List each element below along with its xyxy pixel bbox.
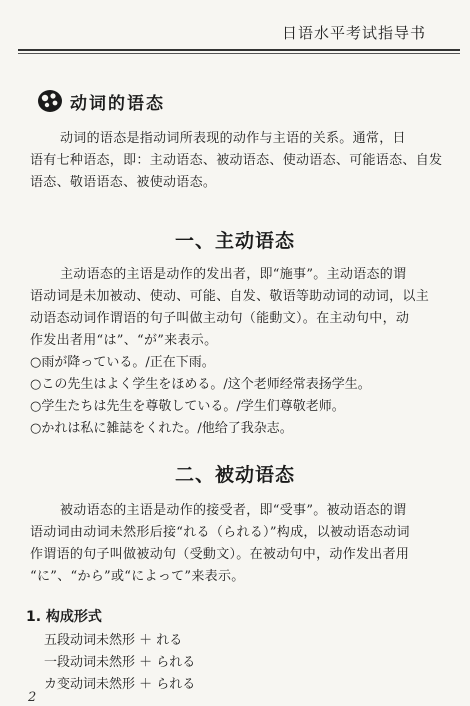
formation-rule: カ变动词未然形 ＋ られる xyxy=(44,677,196,692)
text-line: 被动语态的主语是动作的接受者，即“受事”。被动语态的谓 xyxy=(60,503,407,518)
header-rule-thin xyxy=(18,53,460,54)
text-line: 语动词由动词未然形后接“れる（られる）”构成，以被动语态动词 xyxy=(30,525,410,540)
section-heading xyxy=(36,88,165,114)
chapter-title-active-voice: 一、主动语态 xyxy=(174,230,295,252)
active-voice-examples xyxy=(30,352,460,440)
formation-rule: 五段动词未然形 ＋ れる xyxy=(44,633,183,648)
header-rule xyxy=(18,49,460,51)
page-number: 2 xyxy=(28,690,37,705)
text-line: 动语态动词作谓语的句子叫做主动句（能動文）。在主动句中，动 xyxy=(30,311,410,326)
text-line: 语有七种语态，即：主动语态、被动语态、使动语态、可能语态、自发 xyxy=(30,153,443,168)
example-sentence: ○雨が降っている。/正在下雨。 xyxy=(30,355,215,370)
example-sentence: ○この先生はよく学生をほめる。/这个老师经常表扬学生。 xyxy=(30,377,371,392)
text-line: 动词的语态是指动词所表现的动作与主语的关系。通常，日 xyxy=(60,131,406,146)
text-line: 主动语态的主语是动作的发出者，即“施事”。主动语态的谓 xyxy=(60,267,407,282)
example-sentence: ○かれは私に雑誌をくれた。/他给了我杂志。 xyxy=(30,421,293,436)
formation-list xyxy=(44,630,195,696)
passive-voice-paragraph xyxy=(30,500,458,588)
page-header xyxy=(0,0,470,58)
text-line: 作发出者用“は”、“が”来表示。 xyxy=(30,333,218,348)
chapter-title-passive-voice: 二、被动语态 xyxy=(174,464,295,486)
text-line: “に”、“から”或“によって”来表示。 xyxy=(30,569,245,584)
book-title: 日语水平考试指导书 xyxy=(281,24,426,42)
example-sentence: ○学生たちは先生を尊敬している。/学生们尊敬老师。 xyxy=(30,399,345,414)
section-title: 动词的语态 xyxy=(70,93,165,114)
subsection-title: 1. 构成形式 xyxy=(26,609,102,625)
text-line: 语动词是未加被动、使动、可能、自发、敬语等助动词的动词，以主 xyxy=(30,289,430,304)
active-voice-paragraph xyxy=(30,264,458,352)
text-line: 作谓语的句子叫做被动句（受動文）。在被动句中，动作发出者用 xyxy=(30,547,410,562)
text-line: 语态、敬语语态、被使动语态。 xyxy=(30,175,217,190)
intro-paragraph xyxy=(30,128,458,194)
formation-rule: 一段动词未然形 ＋ られる xyxy=(44,655,196,670)
flower-icon xyxy=(36,88,64,114)
